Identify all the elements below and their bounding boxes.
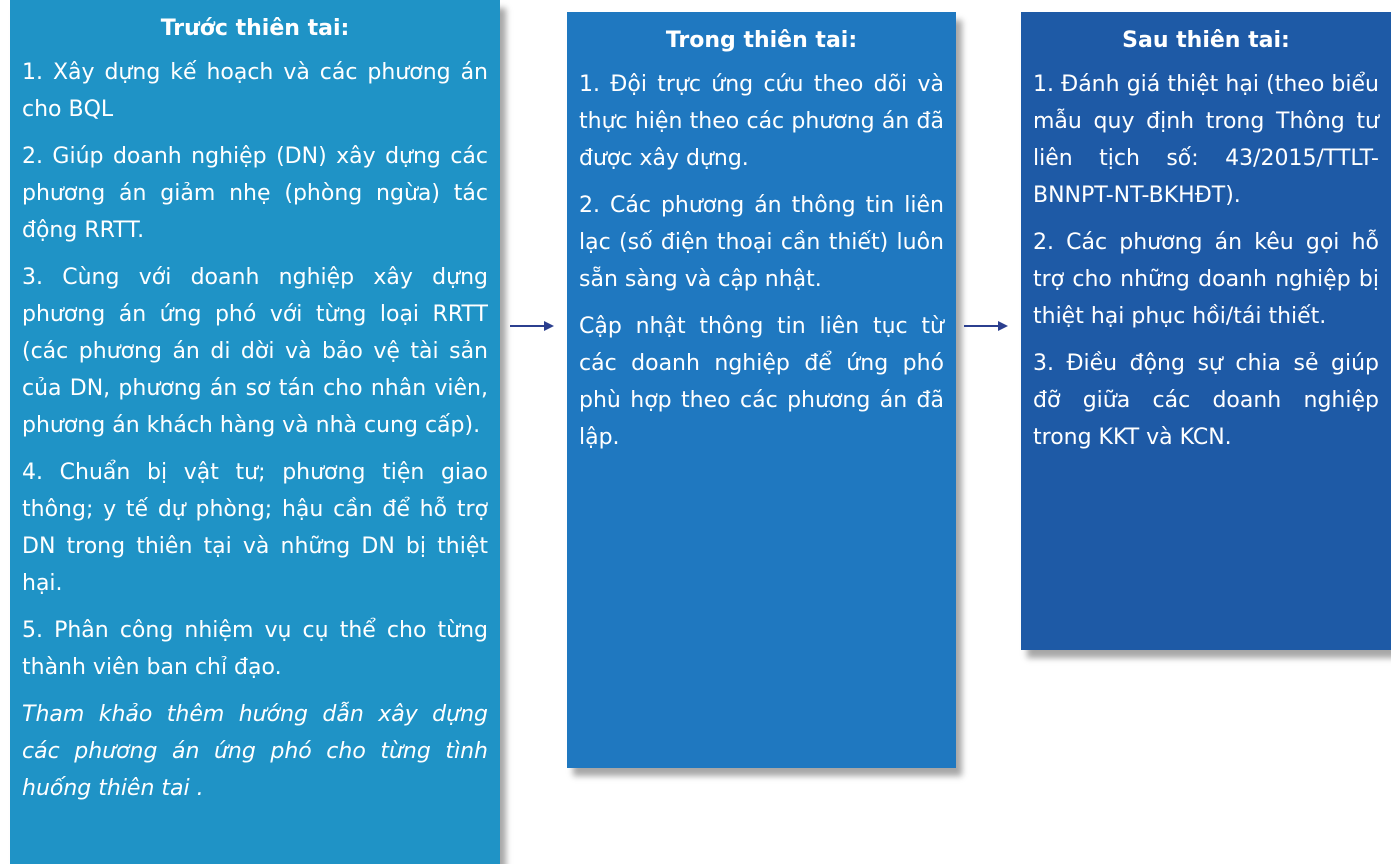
during-disaster-box [567,12,956,768]
during-item-1: 1. Đội trực ứng cứu theo dõi và thực hiện theo các phương án đã được xây dựng. [579,72,944,171]
after-disaster-box [1021,12,1391,650]
before-item-3: 3. Cùng với doanh nghiệp xây dựng phương án ứng phó với từng loại RRTT (các phương án di dời và bảo vệ tài sản của DN, phương án sơ tán cho nhân viên, phương án khách hàng và nhà cung cấp). [22,265,488,438]
before-item-5: 5. Phân công nhiệm vụ cụ thể cho từng thành viên ban chỉ đạo. [22,618,488,680]
arrow-right-icon [962,318,1012,334]
before-item-2: 2. Giúp doanh nghiệp (DN) xây dựng các phương án giảm nhẹ (phòng ngừa) tác động RRTT. [22,144,488,243]
during-disaster-title: Trong thiên tai: [665,28,858,53]
before-item-4: 4. Chuẩn bị vật tư; phương tiện giao thông; y tế dự phòng; hậu cần để hỗ trợ DN trong thiên tại và những DN bị thiệt hại. [22,460,488,596]
during-item-3: Cập nhật thông tin liên tục từ các doanh nghiệp để ứng phó phù hợp theo các phương án đã lập. [579,314,944,450]
before-disaster-title: Trước thiên tai: [160,16,350,41]
after-item-2: 2. Các phương án kêu gọi hỗ trợ cho những doanh nghiệp bị thiệt hại phục hồi/tái thiết. [1033,230,1379,329]
after-item-3: 3. Điều động sự chia sẻ giúp đỡ giữa các doanh nghiệp trong KKT và KCN. [1033,351,1379,450]
before-reference-note: Tham khảo thêm hướng dẫn xây dựng các phương án ứng phó cho từng tình huống thiên tai . [22,702,488,801]
before-disaster-box [10,0,500,864]
after-item-1: 1. Đánh giá thiệt hại (theo biểu mẫu quy định trong Thông tư liên tịch số: 43/2015/TTLT-BNNPT-NT-BKHĐT). [1033,72,1379,208]
before-item-1: 1. Xây dựng kế hoạch và các phương án cho BQL [22,60,488,122]
arrow-right-icon [508,318,558,334]
during-item-2: 2. Các phương án thông tin liên lạc (số điện thoại cần thiết) luôn sẵn sàng và cập nhật. [579,193,944,292]
after-disaster-title: Sau thiên tai: [1122,28,1290,53]
